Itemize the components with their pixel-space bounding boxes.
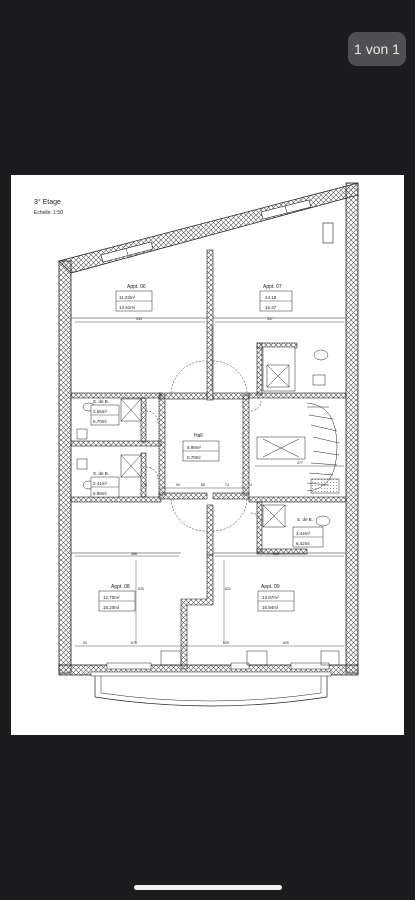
plan-scale: Echelle: 1:50 (34, 210, 63, 216)
room-label: Hall (194, 433, 203, 439)
dimension-label: 90 (176, 483, 180, 487)
room-appt-08 (99, 584, 135, 611)
room-hall (183, 433, 219, 461)
room-bathroom-1 (91, 399, 119, 425)
room-area: 5.98m² (187, 445, 202, 450)
room-perimeter: 15.20ml (103, 605, 120, 610)
page-indicator-badge[interactable]: 1 von 1 (348, 32, 406, 66)
room-perimeter: 15.37 (265, 305, 277, 310)
dimension-label: 88 (201, 483, 205, 487)
dimension-label: 477 (297, 461, 303, 465)
room-perimeter: 6.96ml (93, 491, 107, 496)
room-perimeter: 16.94ml (262, 605, 279, 610)
room-perimeter: 13.51ml (119, 305, 136, 310)
dimension-label: 368 (131, 552, 137, 556)
home-indicator[interactable] (134, 885, 282, 890)
balcony (91, 672, 331, 706)
floor-plan-sheet (11, 175, 404, 735)
room-appt-06 (116, 284, 152, 311)
room-label: S. de B. (93, 399, 110, 404)
dimension-label: 640 (138, 587, 144, 591)
dimension-label: 675 (131, 641, 137, 645)
room-area: 11.23m² (119, 295, 136, 300)
dimension-label: 333 (136, 317, 142, 321)
room-label: S. de B. (93, 471, 110, 476)
staircase (257, 403, 339, 493)
room-label: Appt. 06 (127, 284, 146, 290)
room-area: 13.67m² (262, 595, 279, 600)
room-area: 12.70m² (103, 595, 120, 600)
plan-title: 3° Etage (34, 199, 61, 206)
dimension-label: 74 (225, 483, 229, 487)
room-area: 2.44m² (296, 531, 311, 536)
dimension-label: 70 (143, 483, 147, 487)
room-perimeter: 6.70ml (93, 419, 107, 424)
room-bathroom-2 (91, 471, 119, 497)
dimension-label: 74 (248, 483, 252, 487)
room-perimeter: 6.42ml (296, 541, 310, 546)
dimension-label: 360 (273, 552, 279, 556)
room-area: 2.56m² (93, 409, 108, 414)
dimension-label: 632 (225, 587, 231, 591)
room-appt-07 (260, 284, 292, 311)
room-label: Appt. 08 (111, 584, 130, 590)
room-label: S. de B. (297, 517, 314, 522)
room-perimeter: 0.78ml (187, 455, 201, 460)
room-area: 14.19 (265, 295, 277, 300)
room-label: Appt. 09 (261, 584, 280, 590)
dimension-label: 90 (83, 641, 87, 645)
dimension-label: 625 (223, 641, 229, 645)
room-area: 2.41m² (93, 481, 108, 486)
dimension-label: 337 (267, 317, 273, 321)
dimension-label: 625 (283, 641, 289, 645)
room-appt-09 (258, 584, 294, 611)
floor-plan-drawing (11, 175, 404, 735)
room-label: Appt. 07 (263, 284, 282, 290)
